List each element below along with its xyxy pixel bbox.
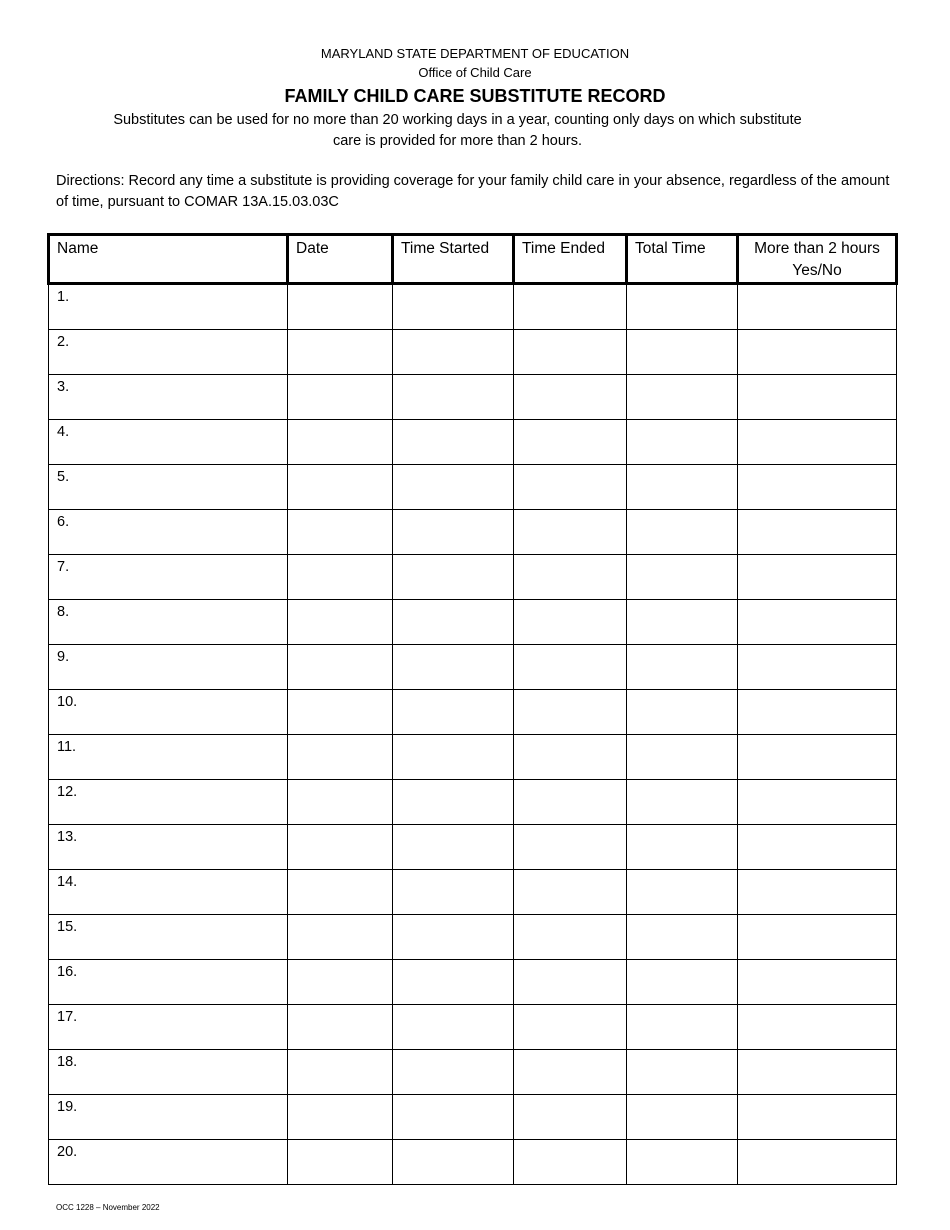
name-field[interactable] (49, 510, 288, 555)
date-field[interactable] (288, 510, 393, 555)
directions-text: Directions: Record any time a substitute is providing coverage for your family child care in your absence, regardless of the amount of time, pursuant to COMAR 13A.15.03.03C (56, 173, 890, 210)
name-field[interactable] (49, 1140, 288, 1185)
total-time-field[interactable] (627, 915, 738, 960)
total-time-field[interactable] (627, 284, 738, 330)
table-row (49, 510, 897, 555)
date-field[interactable] (288, 915, 393, 960)
name-field[interactable] (49, 375, 288, 420)
date-field[interactable] (288, 1095, 393, 1140)
total-time-field[interactable] (627, 1050, 738, 1095)
time-started-field[interactable] (393, 735, 514, 780)
time-ended-field[interactable] (514, 330, 627, 375)
name-field[interactable] (49, 780, 288, 825)
table-row (49, 780, 897, 825)
row-number: 9. (57, 649, 70, 665)
time-started-field[interactable] (393, 510, 514, 555)
column-header-more-than-2-hours (738, 235, 897, 284)
table-row (49, 465, 897, 510)
table-row (49, 284, 897, 330)
column-header-name: Name (49, 235, 288, 284)
time-ended-field[interactable] (514, 1095, 627, 1140)
total-time-field[interactable] (627, 375, 738, 420)
total-time-field[interactable] (627, 330, 738, 375)
total-time-field[interactable] (627, 555, 738, 600)
date-field[interactable] (288, 1050, 393, 1095)
date-field[interactable] (288, 375, 393, 420)
table-row (49, 1005, 897, 1050)
column-header-total-time: Total Time (627, 235, 738, 284)
time-ended-field[interactable] (514, 284, 627, 330)
date-field[interactable] (288, 735, 393, 780)
row-number: 12. (57, 784, 78, 800)
table-row (49, 375, 897, 420)
time-ended-field[interactable] (514, 870, 627, 915)
date-field[interactable] (288, 600, 393, 645)
table-row (49, 1050, 897, 1095)
table-row (49, 915, 897, 960)
form-title: FAMILY CHILD CARE SUBSTITUTE RECORD (284, 86, 666, 106)
time-started-field[interactable] (393, 645, 514, 690)
more-than-2-hours-field[interactable] (738, 600, 897, 645)
column-header-time-started: Time Started (393, 235, 514, 284)
table-row (49, 555, 897, 600)
table-row (49, 825, 897, 870)
time-started-field[interactable] (393, 915, 514, 960)
date-field[interactable] (288, 330, 393, 375)
time-started-field[interactable] (393, 1050, 514, 1095)
column-header-more-than-2-hours-line1: More than 2 hours (754, 240, 880, 257)
time-started-field[interactable] (393, 420, 514, 465)
name-field[interactable] (49, 690, 288, 735)
total-time-field[interactable] (627, 1140, 738, 1185)
date-field[interactable] (288, 1005, 393, 1050)
row-number: 11. (57, 739, 77, 755)
substitute-record-table (47, 233, 898, 1185)
name-field[interactable] (49, 1050, 288, 1095)
row-number: 7. (57, 559, 70, 575)
agency-name: MARYLAND STATE DEPARTMENT OF EDUCATION (320, 46, 630, 61)
more-than-2-hours-field[interactable] (738, 690, 897, 735)
table-row (49, 735, 897, 780)
column-header-time-ended: Time Ended (514, 235, 627, 284)
date-field[interactable] (288, 780, 393, 825)
form-subtitle: Substitutes can be used for no more than 20 working days in a year, counting only days on which substitute care is provided for more than 2 hours. (113, 112, 802, 149)
total-time-field[interactable] (627, 870, 738, 915)
time-started-field[interactable] (393, 825, 514, 870)
row-number: 19. (57, 1099, 78, 1115)
name-field[interactable] (49, 960, 288, 1005)
column-header-date: Date (288, 235, 393, 284)
more-than-2-hours-field[interactable] (738, 284, 897, 330)
time-ended-field[interactable] (514, 915, 627, 960)
date-field[interactable] (288, 555, 393, 600)
time-started-field[interactable] (393, 465, 514, 510)
time-started-field[interactable] (393, 1095, 514, 1140)
table-body (49, 284, 897, 1185)
total-time-field[interactable] (627, 690, 738, 735)
more-than-2-hours-field[interactable] (738, 1140, 897, 1185)
more-than-2-hours-field[interactable] (738, 645, 897, 690)
more-than-2-hours-field[interactable] (738, 1005, 897, 1050)
time-started-field[interactable] (393, 375, 514, 420)
table-row (49, 330, 897, 375)
time-started-field[interactable] (393, 960, 514, 1005)
table-row (49, 420, 897, 465)
name-field[interactable] (49, 825, 288, 870)
more-than-2-hours-field[interactable] (738, 780, 897, 825)
time-ended-field[interactable] (514, 465, 627, 510)
row-number: 14. (57, 874, 78, 890)
more-than-2-hours-field[interactable] (738, 555, 897, 600)
row-number: 17. (57, 1009, 78, 1025)
more-than-2-hours-field[interactable] (738, 825, 897, 870)
table-row (49, 600, 897, 645)
name-field[interactable] (49, 1005, 288, 1050)
more-than-2-hours-field[interactable] (738, 1050, 897, 1095)
more-than-2-hours-field[interactable] (738, 375, 897, 420)
row-number: 3. (57, 379, 70, 395)
row-number: 8. (57, 604, 70, 620)
more-than-2-hours-field[interactable] (738, 915, 897, 960)
more-than-2-hours-field[interactable] (738, 960, 897, 1005)
time-started-field[interactable] (393, 780, 514, 825)
time-ended-field[interactable] (514, 825, 627, 870)
total-time-field[interactable] (627, 465, 738, 510)
name-field[interactable] (49, 915, 288, 960)
time-ended-field[interactable] (514, 960, 627, 1005)
table-row (49, 690, 897, 735)
total-time-field[interactable] (627, 645, 738, 690)
name-field[interactable] (49, 1095, 288, 1140)
time-started-field[interactable] (393, 870, 514, 915)
row-number: 5. (57, 469, 70, 485)
total-time-field[interactable] (627, 780, 738, 825)
name-field[interactable] (49, 284, 288, 330)
time-ended-field[interactable] (514, 420, 627, 465)
time-ended-field[interactable] (514, 375, 627, 420)
row-number: 18. (57, 1054, 78, 1070)
name-field[interactable] (49, 465, 288, 510)
more-than-2-hours-field[interactable] (738, 1095, 897, 1140)
form-footer: OCC 1228 – November 2022 (56, 1203, 160, 1212)
total-time-field[interactable] (627, 1095, 738, 1140)
name-field[interactable] (49, 600, 288, 645)
row-number: 10. (57, 694, 78, 710)
time-ended-field[interactable] (514, 555, 627, 600)
name-field[interactable] (49, 555, 288, 600)
time-started-field[interactable] (393, 690, 514, 735)
table-row (49, 960, 897, 1005)
total-time-field[interactable] (627, 735, 738, 780)
more-than-2-hours-field[interactable] (738, 330, 897, 375)
more-than-2-hours-field[interactable] (738, 465, 897, 510)
row-number: 1. (57, 289, 70, 305)
table-row (49, 1140, 897, 1185)
row-number: 2. (57, 334, 70, 350)
date-field[interactable] (288, 645, 393, 690)
time-started-field[interactable] (393, 1005, 514, 1050)
date-field[interactable] (288, 870, 393, 915)
total-time-field[interactable] (627, 825, 738, 870)
total-time-field[interactable] (627, 420, 738, 465)
total-time-field[interactable] (627, 510, 738, 555)
time-started-field[interactable] (393, 330, 514, 375)
date-field[interactable] (288, 465, 393, 510)
time-started-field[interactable] (393, 555, 514, 600)
column-header-yes-no: Yes/No (792, 262, 842, 279)
time-ended-field[interactable] (514, 780, 627, 825)
row-number: 20. (57, 1144, 78, 1160)
time-ended-field[interactable] (514, 645, 627, 690)
row-number: 13. (57, 829, 78, 845)
total-time-field[interactable] (627, 600, 738, 645)
total-time-field[interactable] (627, 1005, 738, 1050)
time-started-field[interactable] (393, 284, 514, 330)
row-number: 6. (57, 514, 70, 530)
more-than-2-hours-field[interactable] (738, 510, 897, 555)
date-field[interactable] (288, 825, 393, 870)
more-than-2-hours-field[interactable] (738, 735, 897, 780)
name-field[interactable] (49, 330, 288, 375)
name-field[interactable] (49, 735, 288, 780)
date-field[interactable] (288, 1140, 393, 1185)
time-started-field[interactable] (393, 600, 514, 645)
time-ended-field[interactable] (514, 1005, 627, 1050)
time-started-field[interactable] (393, 1140, 514, 1185)
office-name: Office of Child Care (418, 65, 532, 80)
date-field[interactable] (288, 690, 393, 735)
time-ended-field[interactable] (514, 1050, 627, 1095)
date-field[interactable] (288, 420, 393, 465)
time-ended-field[interactable] (514, 1140, 627, 1185)
time-ended-field[interactable] (514, 600, 627, 645)
row-number: 16. (57, 964, 78, 980)
more-than-2-hours-field[interactable] (738, 420, 897, 465)
total-time-field[interactable] (627, 960, 738, 1005)
name-field[interactable] (49, 870, 288, 915)
time-ended-field[interactable] (514, 510, 627, 555)
table-row (49, 645, 897, 690)
more-than-2-hours-field[interactable] (738, 870, 897, 915)
row-number: 15. (57, 919, 78, 935)
time-ended-field[interactable] (514, 735, 627, 780)
table-row (49, 870, 897, 915)
row-number: 4. (57, 424, 70, 440)
name-field[interactable] (49, 645, 288, 690)
date-field[interactable] (288, 960, 393, 1005)
table-header-row (49, 235, 897, 284)
date-field[interactable] (288, 284, 393, 330)
name-field[interactable] (49, 420, 288, 465)
time-ended-field[interactable] (514, 690, 627, 735)
table-row (49, 1095, 897, 1140)
